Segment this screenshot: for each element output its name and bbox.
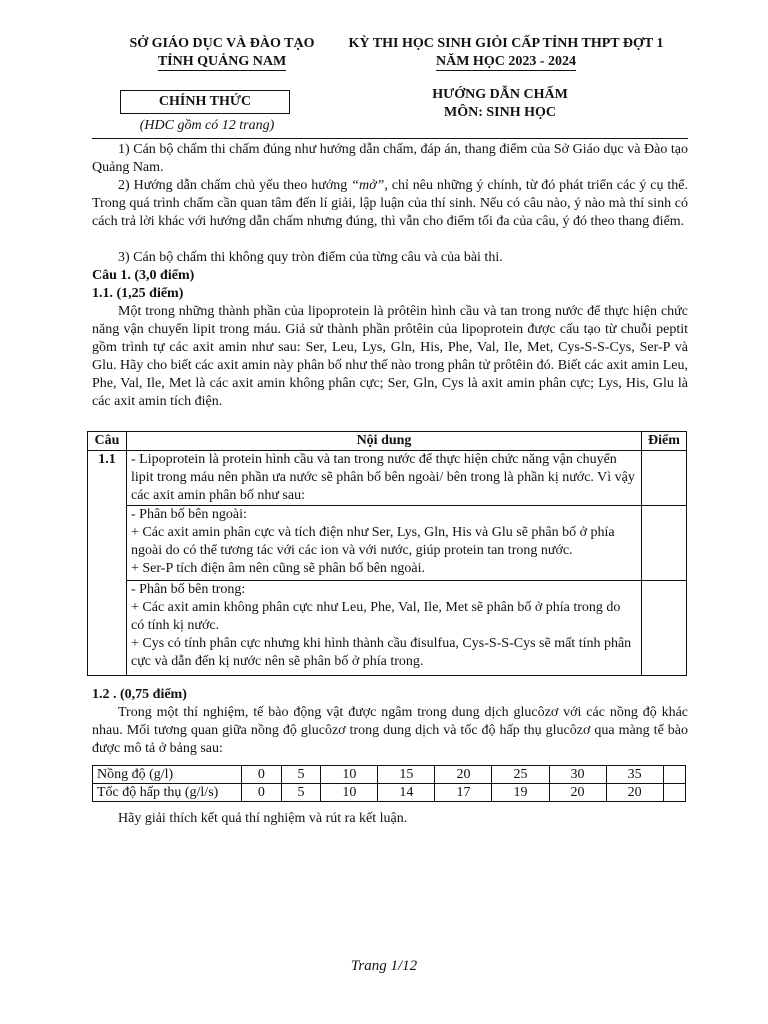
outside-point-1: + Các axit amin phân cực và tích điện như Ser, Lys, Gln, His và Glu sẽ phân bố ở phía ngoài do có thể tương tác với các ion và với nước, giúp protein tan trong nước. [131, 525, 615, 558]
instruction-2-emphasis: “mở”, [351, 178, 388, 193]
table-cell [663, 784, 685, 802]
instruction-1: 1) Cán bộ chấm thi chấm đúng như hướng dẫn chấm, đáp án, thang điểm của Sở Giáo dục và Đào tạo Quảng Nam. [92, 142, 688, 175]
table-row [93, 766, 686, 784]
header-divider [92, 138, 688, 139]
col-header-question: Câu [88, 432, 127, 451]
outside-point-2: + Ser-P tích điện âm nên cũng sẽ phân bố bên ngoài. [131, 561, 426, 576]
table-cell: 14 [378, 784, 435, 802]
table-cell: 17 [435, 784, 492, 802]
instruction-2: 2) Hướng dẫn chấm chủ yếu theo hướng “mở”, chỉ nêu những ý chính, từ đó phát triển các ý cụ thể. Trong quá trình chấm cần quan tâm đến lí giải, lập luận của thí sinh. Nếu có câu nào, ý nào mà thí sinh có cách trả lời khác với hướng dẫn chấm nhưng đúng, thì vẫn cho điểm tối đa của câu, ý đó theo thang điểm. [92, 178, 688, 229]
table-cell: 15 [378, 766, 435, 784]
inside-point-1: + Các axit amin không phân cực như Leu, Phe, Val, Ile, Met sẽ phân bố ở phía trong do có tính kị nước. [131, 600, 621, 633]
table-cell [663, 766, 685, 784]
table-cell: 25 [492, 766, 549, 784]
content-cell-inside [127, 581, 642, 676]
inside-heading: - Phân bố bên trong: [131, 582, 246, 597]
content-cell-outside [127, 506, 642, 581]
table-cell: 20 [606, 784, 663, 802]
table-cell: 19 [492, 784, 549, 802]
school-year: NĂM HỌC 2023 - 2024 [436, 54, 576, 69]
instruction-3: 3) Cán bộ chấm thi không quy tròn điểm của từng câu và của bài thi. [118, 250, 503, 265]
department-header [92, 35, 352, 71]
row-label-absorption-rate: Tốc độ hấp thụ (g/l/s) [93, 784, 242, 802]
official-stamp-box: CHÍNH THỨC [120, 90, 290, 114]
table-cell: 20 [435, 766, 492, 784]
question-1-2-text: Trong một thí nghiệm, tế bào động vật được ngâm trong dung dịch glucôzơ với các nồng độ khác nhau. Mối tương quan giữa nồng độ glucôzơ trong dung dịch và tốc độ hấp thụ glucôzơ qua màng tế bào được mô tả ở bảng sau: [92, 705, 688, 756]
question-1-2-title: 1.2 . (0,75 điểm) [92, 687, 187, 702]
table-cell: 5 [281, 766, 321, 784]
score-cell [642, 581, 687, 676]
question-1-title: Câu 1. (3,0 điểm) [92, 268, 195, 283]
outside-heading: - Phân bố bên ngoài: [131, 507, 247, 522]
col-header-score: Điểm [642, 432, 687, 451]
question-1-1-text: Một trong những thành phần của lipoprotein là prôtêin hình cầu và tan trong nước để thực hiện chức năng vận chuyển lipit trong máu. Giả sử thành phần prôtêin của lipoprotein được cấu tạo từ chuỗi peptit gồm trình tự các axit amin như sau: Ser, Leu, Lys, Gln, His, Phe, Val, Ile, Met, Cys-S-S-Cys, Ser-P và Glu. Hãy cho biết các axit amin này phân bố như thế nào trong phân tử prôtêin đó. Biết các axit amin Leu, Phe, Val, Ile, Met là các axit amin không phân cực; Ser, Gln, Cys là axit amin phân cực; Lys, His, Glu là các axit amin tích điện. [92, 304, 688, 409]
answer-table-header [88, 432, 687, 451]
glucose-table [92, 765, 686, 802]
question-1-1-title: 1.1. (1,25 điểm) [92, 286, 184, 301]
exam-title: KỲ THI HỌC SINH GIỎI CẤP TỈNH THPT ĐỢT 1 [348, 36, 664, 51]
content-cell-intro: - Lipoprotein là protein hình cầu và tan trong nước để thực hiện chức năng vận chuyển lipit trong máu nên phần ưa nước sẽ phân bố bên ngoài/ bên trong là phần kị nước. Vì vậy các axit amin phân bố như sau: [127, 451, 642, 506]
subject-title: MÔN: SINH HỌC [444, 105, 556, 120]
row-label: 1.1 [88, 451, 127, 676]
inside-point-2: + Cys có tính phân cực nhưng khi hình thành cầu đisulfua, Cys-S-S-Cys sẽ mất tính phân cực và dẫn đến kị nước nên sẽ phân bố ở phía trong. [131, 636, 632, 669]
page-number: Trang 1/12 [350, 958, 418, 974]
guide-title-block [400, 86, 600, 122]
score-cell [642, 451, 687, 506]
table-cell: 35 [606, 766, 663, 784]
table-cell: 0 [242, 784, 282, 802]
department-name: SỞ GIÁO DỤC VÀ ĐÀO TẠO [129, 36, 315, 51]
table-cell: 10 [321, 784, 378, 802]
table-row [88, 506, 687, 581]
table-cell: 5 [281, 784, 321, 802]
guide-title: HƯỚNG DẪN CHẤM [432, 87, 568, 102]
table-cell: 20 [549, 784, 606, 802]
province-name: TỈNH QUẢNG NAM [157, 54, 287, 69]
exam-header [326, 35, 686, 71]
col-header-content: Nội dung [127, 432, 642, 451]
score-cell [642, 506, 687, 581]
pages-note: (HDC gồm có 12 trang) [139, 118, 275, 133]
answer-table [87, 431, 687, 676]
table-cell: 0 [242, 766, 282, 784]
table-row [88, 451, 687, 506]
question-1-2-ask: Hãy giải thích kết quả thí nghiệm và rút ra kết luận. [118, 811, 408, 826]
table-row [93, 784, 686, 802]
table-row [88, 581, 687, 676]
row-label-concentration: Nồng độ (g/l) [93, 766, 242, 784]
table-cell: 30 [549, 766, 606, 784]
table-cell: 10 [321, 766, 378, 784]
